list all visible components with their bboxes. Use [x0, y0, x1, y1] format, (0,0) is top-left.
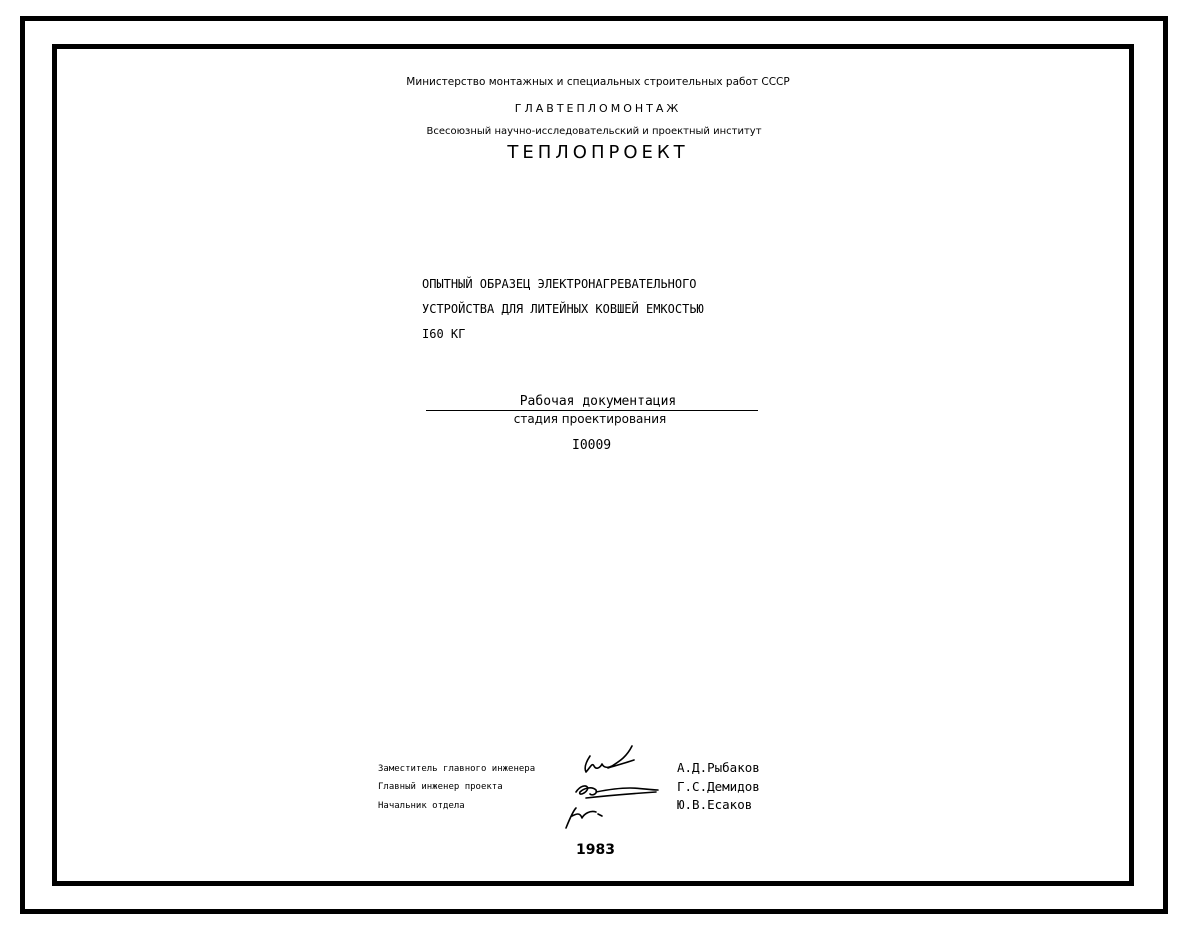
document-number: I0009	[572, 438, 612, 453]
handwritten-signatures	[556, 738, 666, 833]
organization-name: ГЛАВТЕПЛОМОНТАЖ	[514, 102, 682, 115]
signatory-role: Заместитель главного инженера	[378, 764, 536, 774]
ministry-name: Министерство монтажных и специальных строительных работ СССР	[406, 76, 790, 88]
signature-2	[576, 786, 658, 798]
signatory-name: А.Д.Рыбаков	[677, 760, 760, 775]
publication-year: 1983	[576, 842, 615, 858]
document-title-line-3: I60 КГ	[422, 327, 466, 341]
signatory-role: Начальник отдела	[378, 801, 465, 811]
institute-name: Всесоюзный научно-исследовательский и проектный институт	[426, 126, 762, 137]
signature-1	[585, 746, 634, 772]
documentation-type: Рабочая документация	[519, 394, 677, 409]
documentation-divider	[426, 410, 758, 411]
signatory-role: Главный инженер проекта	[378, 782, 503, 792]
signatory-name: Ю.В.Есаков	[677, 797, 753, 812]
institute-title: ТЕПЛОПРОЕКТ	[507, 142, 689, 163]
document-title-line-1: ОПЫТНЫЙ ОБРАЗЕЦ ЭЛЕКТРОНАГРЕВАТЕЛЬНОГО	[422, 277, 697, 291]
signatory-name: Г.С.Демидов	[677, 779, 760, 794]
design-stage: стадия проектирования	[513, 412, 667, 426]
document-title-line-2: УСТРОЙСТВА ДЛЯ ЛИТЕЙНЫХ КОВШЕЙ ЕМКОСТЬЮ	[422, 302, 704, 316]
signature-3	[566, 808, 602, 828]
